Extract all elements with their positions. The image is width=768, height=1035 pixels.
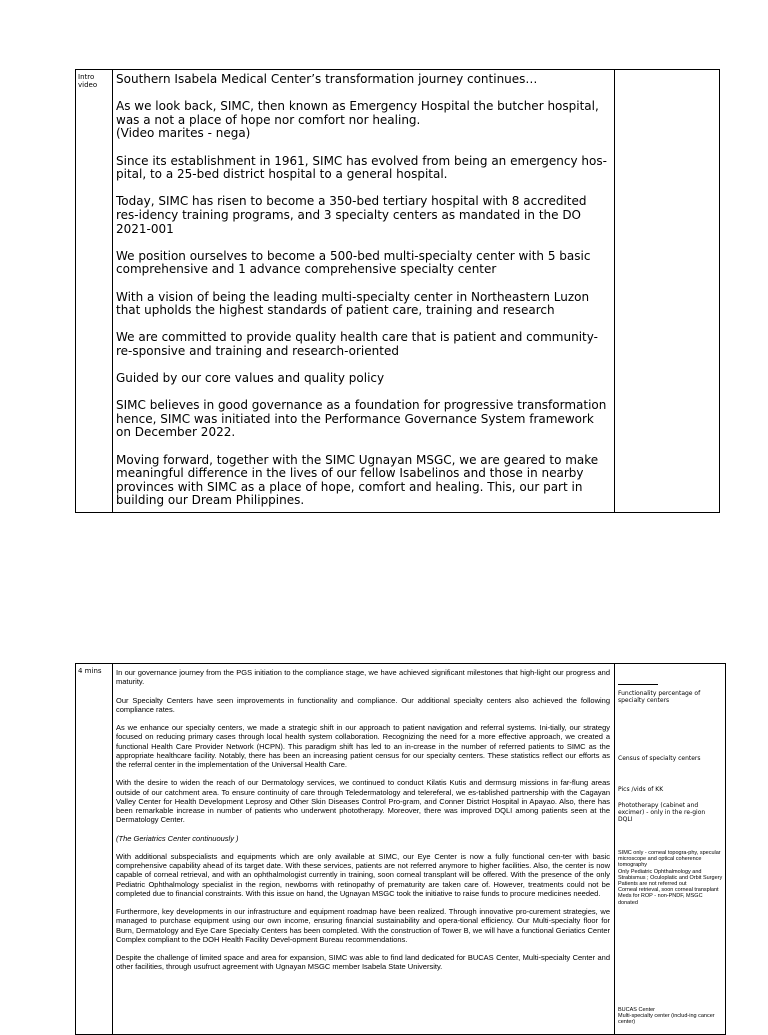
script-paragraph: In our governance journey from the PGS initiation to the compliance stage, we have achieved significant milestones that high-light our progress and maturity. xyxy=(116,668,610,687)
script-paragraph: We position ourselves to become a 500-bed multi-specialty center with 5 basic comprehensive and 1 advance comprehensive specialty center xyxy=(116,248,591,277)
segment-tag-label: Intro video xyxy=(78,73,98,89)
script-paragraph: Our Specialty Centers have seen improvements in functionality and compliance. Our additional specialty centers also achieved the following compliance rates. xyxy=(116,695,610,714)
script-paragraph: Despite the challenge of limited space and area for expansion, SIMC was able to find land dedicated for BUCAS Center, Multi-specialty Center and other facilities, through usufruct agreement with Ugnayan MSGC member Isabela State University. xyxy=(116,953,610,972)
segment-tag-intro-video xyxy=(76,70,113,513)
script-body xyxy=(113,664,615,1035)
script-paragraph: With additional subspecialists and equipments which are only available at SIMC, our Eye Center is now a fully functional cen-ter with basic comprehensive capability ahead of its target date. With these services, patients are not referred anymore to higher facilities. Also, the center is now capable of corneal retrieval, and with an ophthalmologist currently in training, soon corneal transplant will be offered. With the presence of the only Pediatric Ophthalmology specialist in the region, newborns with retinopathy of prematurity are taken care of. However, treatments could not be completed due to financial constraints. With this issue on hand, the Ugnayan MSGC took the initiative to raise funds to procure medicines needed. xyxy=(116,851,610,898)
visual-notes-cell xyxy=(615,664,726,1035)
script-paragraph: Guided by our core values and quality policy xyxy=(116,371,385,386)
intro-video-segment-table xyxy=(75,69,720,513)
notes-divider xyxy=(618,684,658,685)
note-eye-center: SIMC only - corneal topogra-phy, specular microscope and optical coherence tomography Only Pediatric Ophthalmology and Strabismus ; Oculoplatic and Orbit Surgery Patients are not referred out Corneal retrieval, soon corneal transplant Meds for ROP - non-PNDF, MSGC donated xyxy=(618,850,723,906)
notes-cell-empty xyxy=(615,70,720,513)
note-phototherapy: Phototherapy (cabinet and excimer) - only in the re-gion DQLI xyxy=(618,802,706,823)
script-paragraph: As we enhance our specialty centers, we made a strategic shift in our approach to patient navigation and referral systems. Ini-tially, our strategy focused on reducing primary cases through local health system collaboration. Recognizing the need for a more effective approach, we created a functional Health Care Provider Network (HCPN). This paradigm shift has led to an in-crease in the number of referred patients to SIMC as the appropriate healthcare facility. Notably, there has been an increasing patient census for our specialty centers. These statistics reflect our efforts as the referral center in the implementation of the Universal Health Care. xyxy=(116,723,610,769)
note-functionality: Functionality percentage of specialty centers xyxy=(618,690,701,704)
script-paragraph: SIMC believes in good governance as a foundation for progressive transformation hence, SIMC was initiated into the Performance Governance System framework on December 2022. xyxy=(116,398,607,440)
script-paragraph: Since its establishment in 1961, SIMC has evolved from being an emergency hos-pital, to a 25-bed district hospital to a general hospital. xyxy=(116,153,607,182)
note-pics: Pics /vids of KK xyxy=(618,786,664,793)
segment-tag-label: 4 mins xyxy=(78,667,102,675)
governance-segment-table xyxy=(75,663,726,1035)
script-paragraph: Southern Isabela Medical Center’s transformation journey continues… xyxy=(116,72,538,86)
note-census: Census of specialty centers xyxy=(618,755,701,762)
script-body xyxy=(113,70,615,513)
segment-tag-duration xyxy=(76,664,113,1035)
script-paragraph: Today, SIMC has risen to become a 350-bed tertiary hospital with 8 accredited res-idency training programs, and 3 specialty centers as mandated in the DO 2021-001 xyxy=(116,194,587,236)
script-paragraph: We are committed to provide quality health care that is patient and community-re-sponsive and training and research-oriented xyxy=(116,330,598,358)
script-paragraph: Furthermore, key developments in our infrastructure and equipment roadmap have been realized. Through innovative pro-curement strategies, we managed to purchase equipment using our own income, ensuring financial sustainability and opera-tional efficiency. Our Multi-specialty floor for Burn, Dermatology and Eye Care Specialty Centers has been completed. With the construction of Tower B, we will have a functional Geriatics Center Complex compliant to the DOH Health Facility Devel-opment Bureau recommendations. xyxy=(116,907,610,944)
script-paragraph: As we look back, SIMC, then known as Emergency Hospital the butcher hospital, was a not a place of hope nor comfort nor healing. (Video marites - nega) xyxy=(116,99,599,141)
script-paragraph: With the desire to widen the reach of our Dermatology services, we continued to conduct Kilatis Kutis and dermsurg missions in far-flung areas outside of our catchment area. To ensure continuity of care through Teledermatology and telereferal, we es-tablished partnership with the Cagayan Valley Center for Health Development Leprosy and Other Skin Diseases Control Pro-gram, and Conner District Hospital in Apayao. Also, there has been remarkable increase in number of patients who underwent phototherapy. Moreover, there was improved DQLI among patients seen at the Dermatology Center. xyxy=(116,778,610,825)
script-paragraph: (The Geriatrics Center continuously ) xyxy=(116,833,239,843)
script-paragraph: Moving forward, together with the SIMC Ugnayan MSGC, we are geared to make meaningful difference in the lives of our fellow Isabelinos and those in nearby provinces with SIMC as a place of hope, comfort and healing. This, our part in building our Dream Philippines. xyxy=(116,452,599,508)
script-paragraph: With a vision of being the leading multi-specialty center in Northeastern Luzon that upholds the highest standards of patient care, training and research xyxy=(116,289,590,318)
note-bucas: BUCAS Center Multi-specialty center (includ-ing cancer center) xyxy=(618,1007,715,1026)
